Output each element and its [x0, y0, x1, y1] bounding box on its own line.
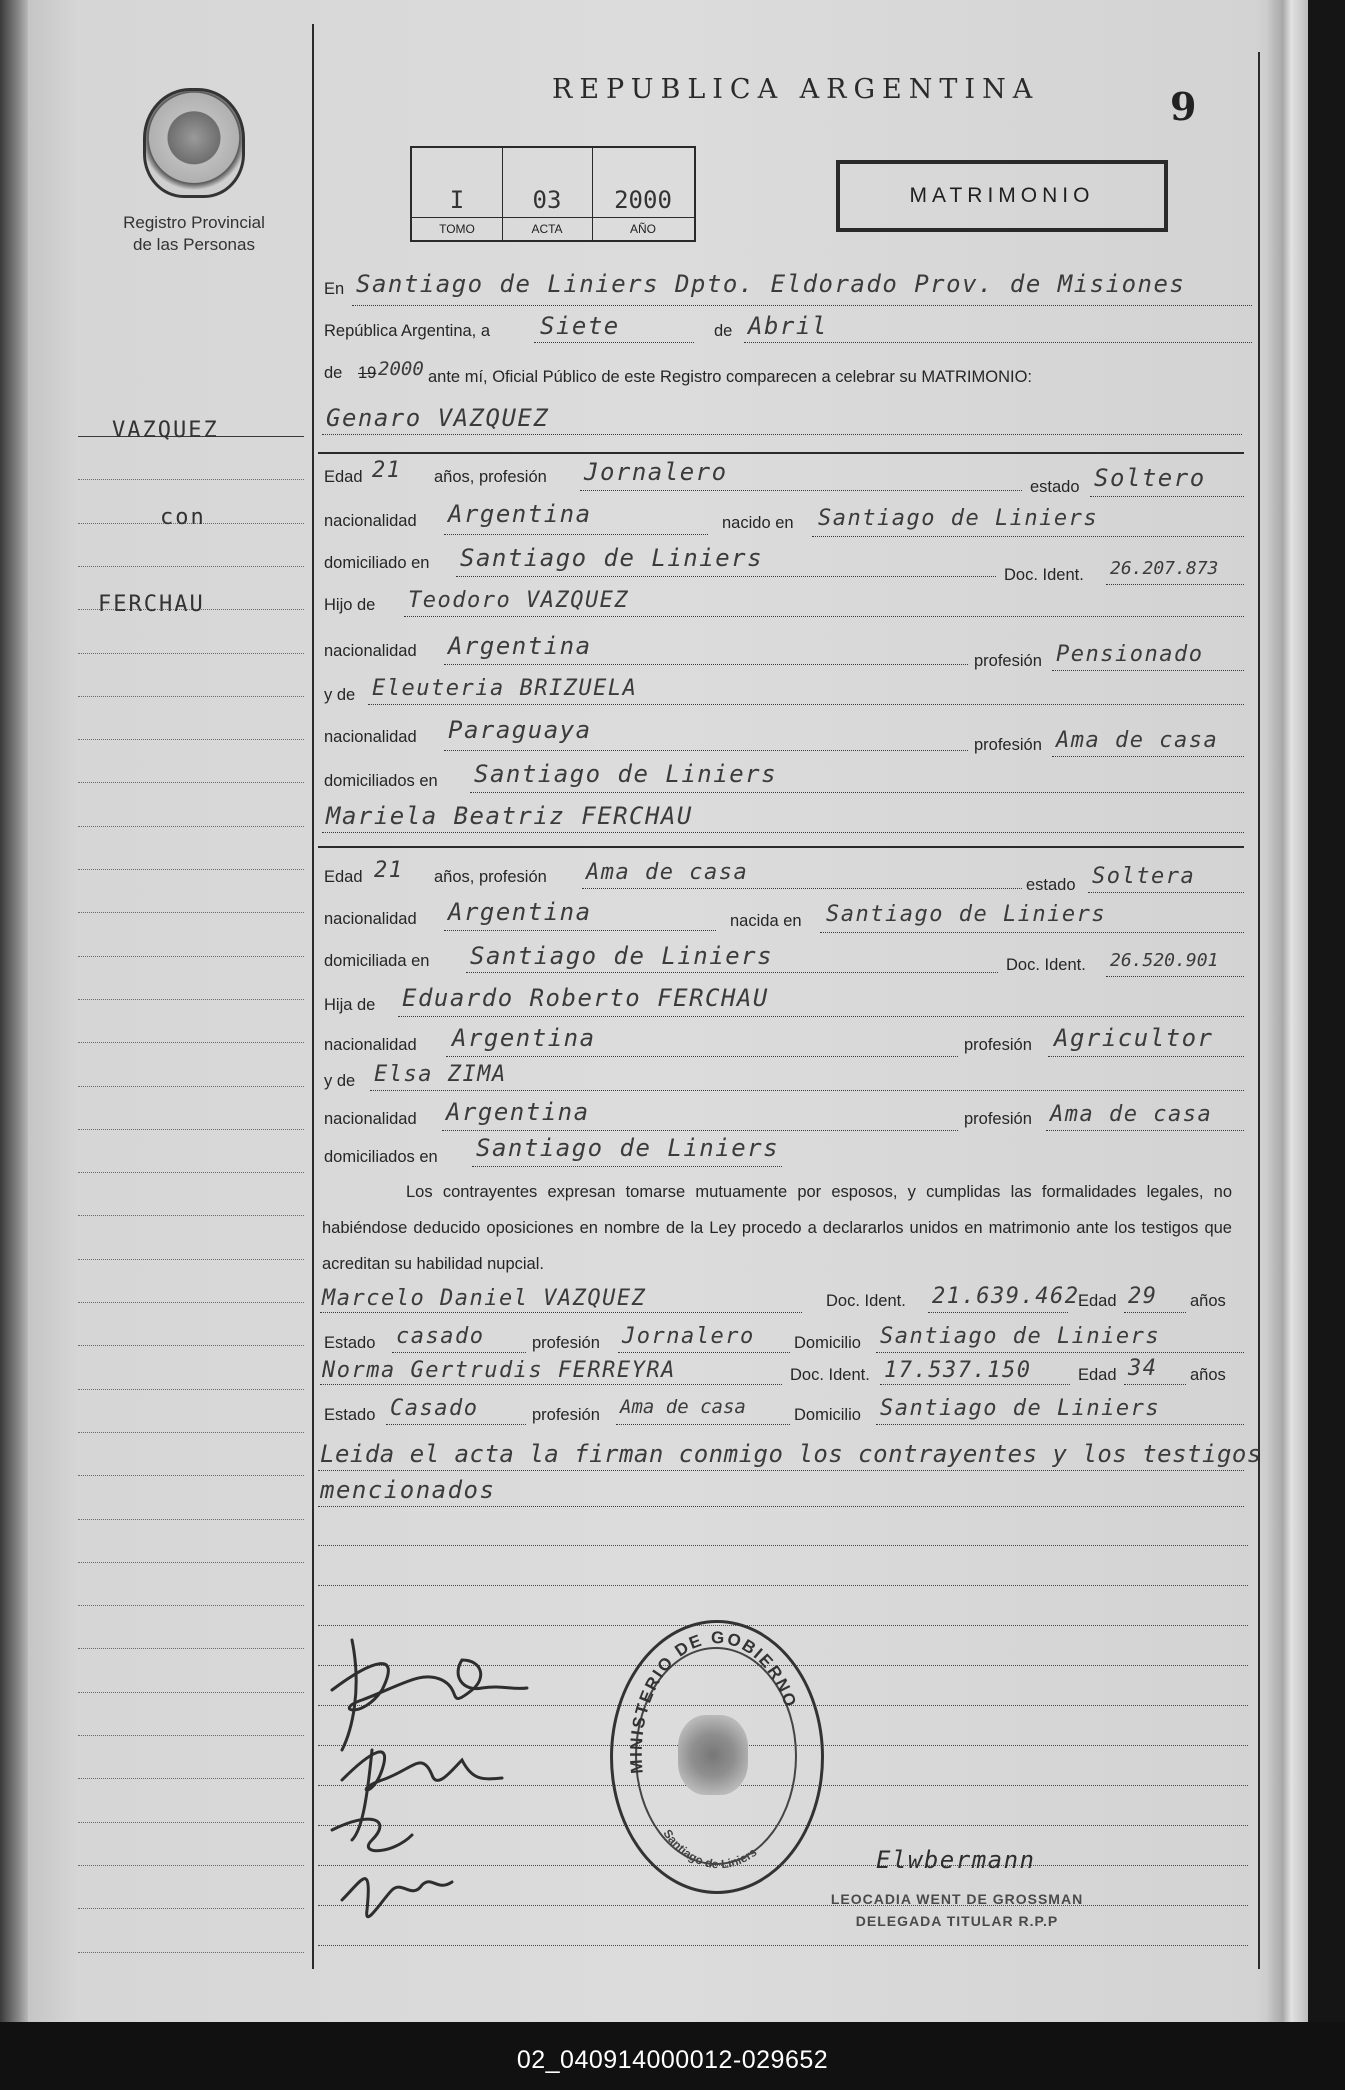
witness2-doc: 17.537.150 [884, 1358, 1032, 1383]
bride-doc-line [1106, 976, 1244, 977]
margin-rule [78, 1735, 304, 1736]
signature-rule [318, 1545, 1248, 1546]
page-number: 9 [1170, 84, 1197, 129]
declaration-text: Los contrayentes expresan tomarse mutuamente por esposos, y cumplidas las formalidades legales, no habiéndose deducido oposiciones en nombre de la Ley procedo a declararlos unidos en matrimonio ante los testigos que acreditan su habilidad nupcial. [322, 1183, 1232, 1273]
witness2-name: Norma Gertrudis FERREYRA [322, 1358, 676, 1383]
groom-madre-line [368, 704, 1244, 705]
groom-dom-line [456, 576, 996, 577]
anio-value: 2000 [614, 186, 672, 214]
groom-estado-label: estado [1030, 478, 1080, 496]
bride-domicilio: Santiago de Liniers [470, 942, 774, 970]
year-prefix: de [324, 364, 343, 382]
book-binding [0, 0, 28, 2022]
right-border [1258, 52, 1260, 1969]
witness1-edad-line [1124, 1312, 1186, 1313]
groom-name: Genaro VAZQUEZ [326, 404, 550, 432]
margin-rule [78, 696, 304, 697]
margin-rule [78, 739, 304, 740]
bride-madre-prof-line [1046, 1130, 1244, 1131]
margin-rule [78, 1822, 304, 1823]
groom-nacionalidad: Argentina [448, 500, 592, 528]
margin-rule [78, 1692, 304, 1693]
seal-text-ring [613, 1623, 821, 1891]
bride-nacida-label: nacida en [730, 912, 802, 930]
bride-edad-label: Edad [324, 868, 363, 886]
groom-madre-nac-label: nacionalidad [324, 728, 417, 746]
ministry-seal [610, 1620, 824, 1894]
bride-dom-label: domiciliada en [324, 952, 430, 970]
bride-padre-nac-label: nacionalidad [324, 1036, 417, 1054]
witness2-prof-line [616, 1424, 790, 1425]
margin-rule [78, 1908, 304, 1909]
bride-hija-label: Hija de [324, 996, 376, 1014]
bride-padre: Eduardo Roberto FERCHAU [402, 984, 769, 1012]
margin-rule [78, 782, 304, 783]
margin-rule [78, 1086, 304, 1087]
groom-yde-label: y de [324, 686, 356, 704]
margin-rule [78, 869, 304, 870]
witness2-profesion: Ama de casa [620, 1396, 746, 1418]
witness2-domicilio: Santiago de Liniers [880, 1396, 1161, 1421]
witness2-doc-label: Doc. Ident. [790, 1366, 870, 1384]
groom-nacido: Santiago de Liniers [818, 506, 1099, 531]
margin-rule [78, 1475, 304, 1476]
groom-estado: Soltero [1094, 464, 1206, 492]
witness1-doc-label: Doc. Ident. [826, 1292, 906, 1310]
witness2-estado-line [386, 1424, 526, 1425]
groom-padre-nac-line [444, 664, 968, 665]
margin-rule [78, 1215, 304, 1216]
groom-madre-nac: Paraguaya [448, 716, 592, 744]
groom-nacido-line [812, 536, 1244, 537]
witness1-estado-label: Estado [324, 1334, 376, 1352]
groom-profesion: Jornalero [584, 458, 728, 486]
margin-rule [78, 653, 304, 654]
witness2-doc-line [880, 1384, 1070, 1385]
margin-rule [78, 1389, 304, 1390]
groom-padres-dom-label: domiciliados en [324, 772, 438, 790]
margin-rule [78, 1172, 304, 1173]
day-value: Siete [540, 312, 620, 340]
republica-label: República Argentina, a [324, 322, 491, 340]
groom-nacido-label: nacido en [722, 514, 794, 532]
record-type-box: MATRIMONIO [836, 160, 1168, 232]
witness1-profesion: Jornalero [622, 1324, 755, 1349]
groom-doc-line [1106, 584, 1244, 585]
witness1-domicilio: Santiago de Liniers [880, 1324, 1161, 1349]
bride-nacionalidad: Argentina [448, 898, 592, 926]
bride-edad: 21 [374, 858, 404, 883]
tomo-label: TOMO [412, 217, 502, 240]
witness2-edad-line [1124, 1384, 1186, 1385]
groom-madre-prof-label: profesión [974, 736, 1042, 754]
groom-nac-label: nacionalidad [324, 512, 417, 530]
bride-estado: Soltera [1092, 864, 1196, 889]
witness2-estado-label: Estado [324, 1406, 376, 1424]
groom-madre-prof: Ama de casa [1056, 728, 1219, 753]
groom-separator [318, 452, 1244, 454]
margin-rule [78, 1302, 304, 1303]
witness2-anos-label: años [1190, 1366, 1226, 1384]
misiones-emblem [143, 88, 245, 198]
document-id: 02_040914000012-029652 [516, 2046, 829, 2074]
margin-rule [78, 826, 304, 827]
groom-hijo-label: Hijo de [324, 596, 376, 614]
groom-name-line [322, 434, 1242, 435]
bride-nacida-line [820, 932, 1244, 933]
bride-padre-prof: Agricultor [1054, 1024, 1214, 1052]
witness2-name-line [320, 1384, 782, 1385]
bride-padres-dom-label: domiciliados en [324, 1148, 438, 1166]
closing-line-1: Leida el acta la firman conmigo los contrayentes y los testigos [320, 1440, 1262, 1468]
closing-line-1-rule [318, 1470, 1244, 1471]
groom-doc: 26.207.873 [1110, 558, 1219, 579]
svg-text:MINISTERIO DE GOBIERNO [627, 1628, 801, 1774]
witness2-edad: 34 [1128, 1356, 1158, 1381]
margin-rule [78, 1562, 304, 1563]
acta-label: ACTA [502, 217, 592, 240]
witness2-prof-label: profesión [532, 1406, 600, 1424]
witness1-name: Marcelo Daniel VAZQUEZ [322, 1286, 647, 1311]
tomo-cell [412, 148, 503, 240]
witness1-name-line [320, 1312, 802, 1313]
intro-statement: ante mí, Oficial Público de este Registro comparecen a celebrar su MATRIMONIO: [428, 368, 1033, 386]
anio-cell [592, 148, 694, 240]
party-signatures [312, 1630, 552, 1940]
bride-madre-prof-label: profesión [964, 1110, 1032, 1128]
witness1-prof-line [618, 1352, 790, 1353]
bride-profesion: Ama de casa [586, 860, 749, 885]
month-line [744, 342, 1252, 343]
margin-rule [78, 1605, 304, 1606]
year-value: 2000 [378, 358, 424, 380]
bride-padres-dom: Santiago de Liniers [476, 1134, 780, 1162]
witness1-doc-line [928, 1312, 1068, 1313]
groom-padre-nac-label: nacionalidad [324, 642, 417, 660]
margin-rule [78, 1345, 304, 1346]
page-edge [1266, 0, 1308, 2022]
bride-estado-line [1088, 892, 1244, 893]
witness1-estado: casado [396, 1324, 485, 1349]
signature-rule [318, 1945, 1248, 1946]
groom-padre-prof: Pensionado [1056, 642, 1204, 667]
witness1-estado-line [392, 1352, 526, 1353]
bride-nacida: Santiago de Liniers [826, 902, 1107, 927]
bride-anos-label: años, profesión [434, 868, 547, 886]
groom-dom-label: domiciliado en [324, 554, 430, 572]
place-value: Santiago de Liniers Dpto. Eldorado Prov. de Misiones [356, 270, 1186, 298]
margin-rule [78, 1952, 304, 1953]
anio-label: AÑO [592, 217, 694, 240]
bride-madre-prof: Ama de casa [1050, 1102, 1213, 1127]
groom-padre-line [404, 616, 1244, 617]
acta-cell [502, 148, 593, 240]
seal-bottom-text: Santiago de Liniers [660, 1826, 760, 1872]
official-signature: Elwbermann [876, 1846, 1036, 1874]
bride-padre-prof-label: profesión [964, 1036, 1032, 1054]
groom-profesion-line [580, 490, 1022, 491]
groom-padre-prof-line [1052, 670, 1244, 671]
margin-rule [78, 1648, 304, 1649]
bride-yde-label: y de [324, 1072, 356, 1090]
bride-madre-nac-line [442, 1130, 958, 1131]
bride-nac-line [444, 930, 716, 931]
groom-padres-dom: Santiago de Liniers [474, 760, 778, 788]
bride-name-line [322, 832, 1244, 833]
bride-padre-nac-line [446, 1056, 958, 1057]
closing-line-2: mencionados [320, 1476, 496, 1504]
witness2-dom-line [876, 1424, 1244, 1425]
margin-rule [78, 1432, 304, 1433]
tomo-value: I [449, 186, 465, 214]
official-name: LEOCADIA WENT DE GROSSMAN [830, 1891, 1084, 1907]
bride-padres-dom-line [472, 1166, 782, 1167]
official-title: DELEGADA TITULAR R.P.P [855, 1913, 1059, 1929]
witness2-edad-label: Edad [1078, 1366, 1117, 1384]
margin-rule [78, 999, 304, 1000]
witness1-anos-label: años [1190, 1292, 1226, 1310]
bride-padre-nac: Argentina [452, 1024, 596, 1052]
bride-estado-label: estado [1026, 876, 1076, 894]
witness1-prof-label: profesión [532, 1334, 600, 1352]
witness1-doc: 21.639.462 [932, 1284, 1080, 1309]
margin-word-con: con [160, 505, 206, 530]
bride-madre-nac: Argentina [446, 1098, 590, 1126]
groom-edad-label: Edad [324, 468, 363, 486]
groom-doc-label: Doc. Ident. [1004, 566, 1084, 584]
margin-rule [78, 1259, 304, 1260]
bride-madre: Elsa ZIMA [374, 1062, 507, 1087]
groom-anos-label: años, profesión [434, 468, 547, 486]
margin-rule [78, 1778, 304, 1779]
groom-padre: Teodoro VAZQUEZ [408, 588, 630, 613]
svg-text:Santiago de Liniers [660, 1827, 759, 1871]
bride-profesion-line [582, 888, 1022, 889]
groom-padre-prof-label: profesión [974, 652, 1042, 670]
bride-dom-line [466, 972, 998, 973]
acta-value: 03 [532, 186, 562, 214]
en-label: En [324, 280, 345, 298]
witness1-edad-label: Edad [1078, 1292, 1117, 1310]
bride-separator [318, 846, 1244, 848]
witness1-edad: 29 [1128, 1284, 1158, 1309]
bride-nac-label: nacionalidad [324, 910, 417, 928]
margin-rule [78, 1865, 304, 1866]
registry-name: Registro Provincial de las Personas [123, 213, 265, 254]
official-stamp [812, 1888, 1102, 1932]
groom-madre-nac-line [444, 750, 968, 751]
witness1-dom-line [876, 1352, 1244, 1353]
bride-madre-nac-label: nacionalidad [324, 1110, 417, 1128]
groom-madre: Eleuteria BRIZUELA [372, 676, 638, 701]
witness2-estado: Casado [390, 1396, 479, 1421]
groom-domicilio: Santiago de Liniers [460, 544, 764, 572]
bride-padre-prof-line [1048, 1056, 1244, 1057]
bride-doc-label: Doc. Ident. [1006, 956, 1086, 974]
groom-nac-line [444, 534, 708, 535]
margin-rule [78, 956, 304, 957]
groom-padre-nac: Argentina [448, 632, 592, 660]
margin-rule [78, 479, 304, 480]
bride-madre-line [370, 1090, 1244, 1091]
margin-name-groom: VAZQUEZ [112, 418, 219, 443]
country-title: REPUBLICA ARGENTINA [552, 74, 1040, 105]
margin-name-bride: FERCHAU [98, 592, 205, 617]
margin-rule [78, 912, 304, 913]
record-number-box [410, 146, 696, 242]
witness2-dom-label: Domicilio [794, 1406, 861, 1424]
de-label: de [714, 322, 733, 340]
year-struck: 19 [358, 364, 377, 382]
bride-name: Mariela Beatriz FERCHAU [326, 802, 693, 830]
day-line [534, 342, 694, 343]
witness1-dom-label: Domicilio [794, 1334, 861, 1352]
seal-top-text: MINISTERIO DE GOBIERNO [626, 1627, 801, 1775]
groom-padres-dom-line [470, 792, 1244, 793]
groom-edad: 21 [372, 458, 402, 483]
month-value: Abril [748, 312, 828, 340]
margin-rule [78, 566, 304, 567]
groom-madre-prof-line [1052, 756, 1244, 757]
groom-estado-line [1090, 496, 1244, 497]
place-line [352, 305, 1252, 306]
closing-line-2-rule [318, 1506, 1244, 1507]
bride-doc: 26.520.901 [1110, 950, 1219, 971]
signature-rule [318, 1585, 1248, 1586]
bride-padre-line [398, 1016, 1244, 1017]
margin-rule [78, 1519, 304, 1520]
margin-rule [78, 1129, 304, 1130]
margin-rule [78, 1042, 304, 1043]
